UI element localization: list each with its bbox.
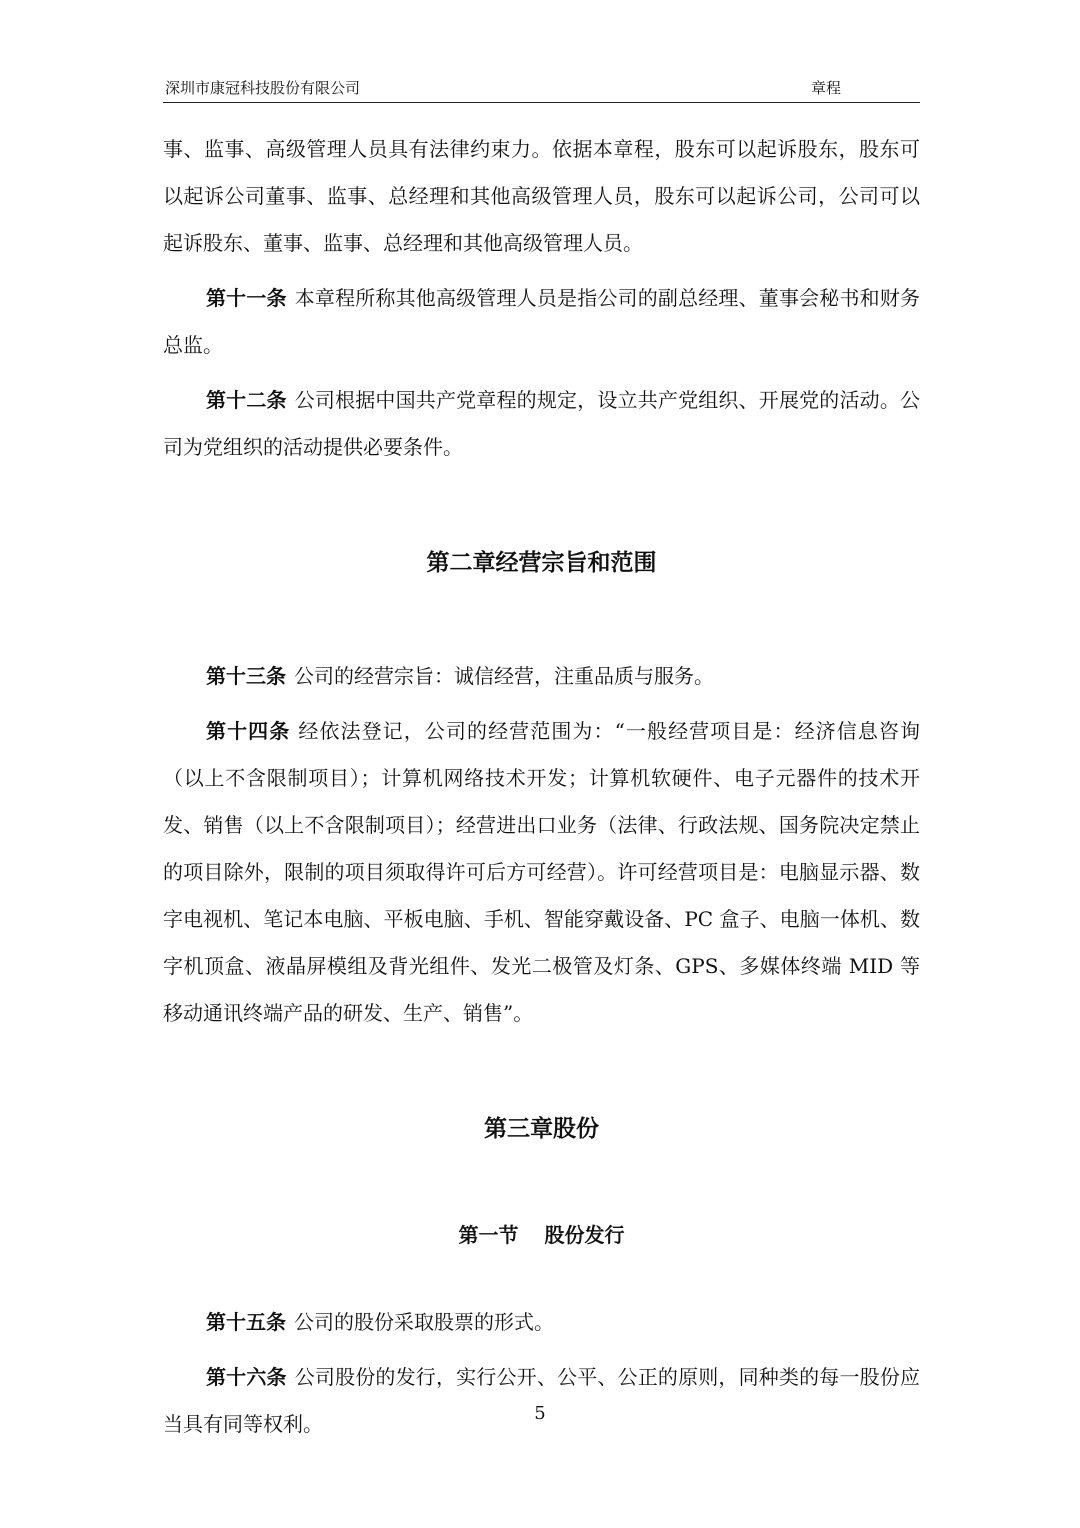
article-12-number: 第十二条 — [206, 388, 287, 412]
article-11-text: 本章程所称其他高级管理人员是指公司的副总经理、董事会秘书和财务总监。 — [163, 286, 921, 357]
article-14-number: 第十四条 — [206, 719, 291, 743]
header-company-name: 深圳市康冠科技股份有限公司 — [165, 79, 361, 97]
page-number: 5 — [534, 1403, 546, 1424]
article-13-text: 公司的经营宗旨：诚信经营，注重品质与服务。 — [294, 664, 714, 688]
article-16-number: 第十六条 — [206, 1365, 287, 1389]
article-14 — [163, 708, 920, 1037]
page-header — [163, 78, 920, 103]
continuation-paragraph: 事、监事、高级管理人员具有法律约束力。依据本章程，股东可以起诉股东，股东可以起诉公司董事、监事、总经理和其他高级管理人员，股东可以起诉公司，公司可以起诉股东、董事、监事、总经理和其他高级管理人员。 — [163, 137, 920, 255]
article-13 — [163, 653, 920, 700]
article-13-number: 第十三条 — [206, 664, 286, 688]
article-11-number: 第十一条 — [206, 286, 287, 310]
chapter-3-heading: 第三章股份 — [484, 1115, 599, 1142]
chapter-2-heading: 第二章经营宗旨和范围 — [426, 549, 657, 576]
article-16-text: 公司股份的发行，实行公开、公平、公正的原则，同种类的每一股份应当具有同等权利。 — [163, 1365, 921, 1436]
section-1-title: 股份发行 — [544, 1223, 625, 1247]
article-16 — [163, 1354, 920, 1448]
header-document-type: 章程 — [811, 79, 842, 97]
article-14-text: 经依法登记，公司的经营范围为：“一般经营项目是：经济信息咨询（以上不含限制项目）；计算机网络技术开发；计算机软硬件、电子元器件的技术开发、销售（以上不含限制项目）；经营进出口业务（法律、行政法规、国务院决定禁止的项目除外，限制的项目须取得许可后方可经营）。许可经营项目是：电脑显示器、数字电视机、笔记本电脑、平板电脑、手机、智能穿戴设备、PC 盒子、电脑一体机、数字机顶盒、液晶屏模组及背光组件、发光二极管及灯条、GPS、多媒体终端 MID 等移动通讯终端产品的研发、生产、销售”。 — [163, 719, 920, 1025]
article-15-number: 第十五条 — [206, 1310, 286, 1334]
section-1-heading — [163, 1215, 920, 1255]
article-12 — [163, 377, 920, 471]
article-12-text: 公司根据中国共产党章程的规定，设立共产党组织、开展党的活动。公司为党组织的活动提供必要条件。 — [163, 388, 921, 459]
article-11 — [163, 275, 920, 369]
page-body — [163, 126, 920, 1448]
article-15 — [163, 1299, 920, 1346]
article-15-text: 公司的股份采取股票的形式。 — [294, 1310, 554, 1334]
section-1-number: 第一节 — [458, 1223, 519, 1247]
